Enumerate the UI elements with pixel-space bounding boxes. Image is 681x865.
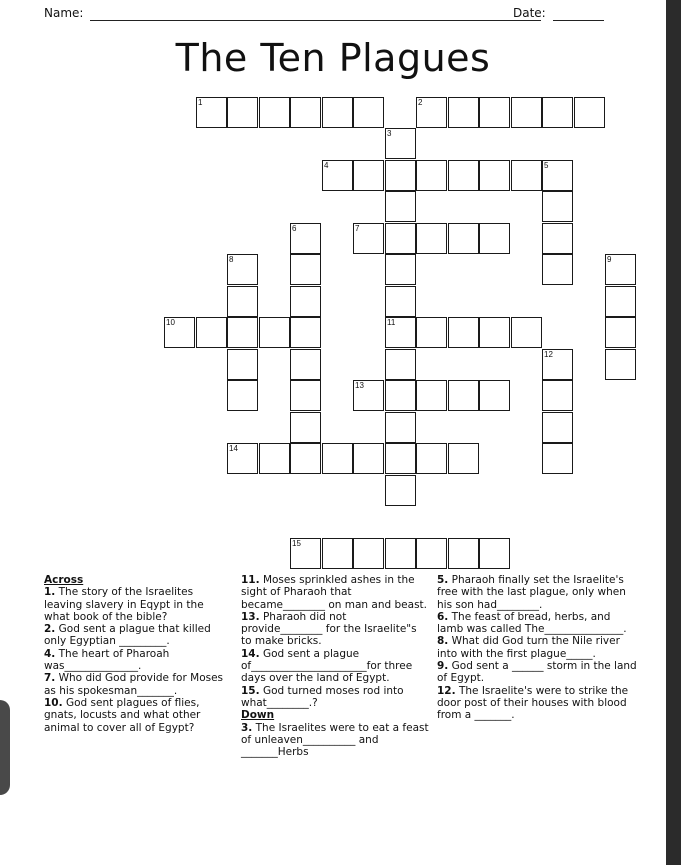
- clue-number: 10: [166, 318, 175, 327]
- clue-text: The Israelite's were to strike the door post of their houses with blood from a _______.: [437, 684, 629, 722]
- crossword-cell[interactable]: [479, 223, 510, 254]
- clue-number: 12: [544, 350, 553, 359]
- crossword-cell[interactable]: [479, 538, 510, 569]
- crossword-cell[interactable]: [227, 254, 258, 285]
- crossword-cell[interactable]: [542, 380, 573, 411]
- crossword-cell[interactable]: [385, 191, 416, 222]
- crossword-cell[interactable]: [479, 97, 510, 128]
- crossword-cell[interactable]: [448, 380, 479, 411]
- clue-text: The Israelites were to eat a feast of unleaven__________ and _______Herbs: [241, 721, 429, 759]
- clue-number: 13.: [241, 610, 260, 623]
- crossword-cell[interactable]: [259, 317, 290, 348]
- clue-item: [44, 697, 230, 734]
- clue-item: [437, 635, 637, 660]
- crossword-cell[interactable]: [353, 223, 384, 254]
- crossword-cell[interactable]: [290, 97, 321, 128]
- clue-item: [241, 574, 430, 611]
- crossword-cell[interactable]: [416, 443, 447, 474]
- clue-number: 15: [292, 539, 301, 548]
- crossword-cell[interactable]: [448, 223, 479, 254]
- clue-number: 3: [387, 129, 392, 138]
- clue-number: 4: [324, 161, 329, 170]
- crossword-cell[interactable]: [416, 317, 447, 348]
- crossword-cell[interactable]: [290, 286, 321, 317]
- crossword-cell[interactable]: [479, 160, 510, 191]
- down-clues-list: [241, 722, 430, 759]
- clue-text: Pharaoh finally set the Israelite's free with the last plague, only when his son had________.: [437, 574, 626, 611]
- crossword-cell[interactable]: [385, 317, 416, 348]
- clue-text: God sent a ______ storm in the land of Egypt.: [437, 660, 637, 685]
- crossword-cell[interactable]: [385, 223, 416, 254]
- crossword-cell[interactable]: [416, 223, 447, 254]
- down-clues-list-continued: [437, 574, 637, 722]
- clue-number: 7: [355, 224, 360, 233]
- crossword-cell[interactable]: [542, 443, 573, 474]
- clue-number: 12.: [437, 684, 456, 697]
- clue-number: 9.: [437, 660, 449, 673]
- clue-text: Who did God provide for Moses as his spokesman_______.: [44, 672, 224, 697]
- crossword-cell[interactable]: [385, 160, 416, 191]
- clue-item: [437, 660, 637, 685]
- clue-text: The heart of Pharoah was______________.: [44, 647, 170, 673]
- crossword-cell[interactable]: [385, 412, 416, 443]
- crossword-cell[interactable]: [542, 191, 573, 222]
- clue-number: 10.: [44, 696, 63, 709]
- clue-item: [437, 611, 637, 636]
- clue-text: God turned moses rod into what________.?: [241, 684, 404, 709]
- clue-number: 11: [387, 318, 396, 327]
- clue-item: [44, 648, 230, 673]
- crossword-cell[interactable]: [353, 443, 384, 474]
- crossword-cell[interactable]: [511, 317, 542, 348]
- clue-text: Pharaoh did not provide________ for the Israelite"s to make bricks.: [241, 610, 417, 648]
- crossword-cell[interactable]: [385, 254, 416, 285]
- crossword-cell[interactable]: [542, 223, 573, 254]
- crossword-cell[interactable]: [511, 160, 542, 191]
- crossword-cell[interactable]: [322, 538, 353, 569]
- clue-text: God sent a plague of______________________for three days over the land of Egypt.: [241, 647, 413, 685]
- clue-number: 6: [292, 224, 297, 233]
- worksheet-title: The Ten Plagues: [175, 36, 491, 80]
- crossword-cell[interactable]: [259, 97, 290, 128]
- clue-text: What did God turn the Nile river into with the first plague_____.: [437, 635, 620, 660]
- crossword-cell[interactable]: [448, 97, 479, 128]
- clue-item: [44, 672, 230, 697]
- crossword-cell[interactable]: [511, 97, 542, 128]
- clue-item: [437, 574, 637, 611]
- crossword-cell[interactable]: [385, 286, 416, 317]
- clue-text: God sent a plague that killed only Egyptian _________.: [44, 623, 211, 648]
- crossword-cell[interactable]: [259, 443, 290, 474]
- clue-column-1: [44, 574, 230, 734]
- crossword-cell[interactable]: [385, 443, 416, 474]
- clue-number: 11.: [241, 574, 260, 586]
- date-label: Date:: [513, 6, 546, 20]
- clue-text: Moses sprinkled ashes in the sight of Pharaoh that became________ on man and beast.: [241, 574, 428, 611]
- crossword-cell[interactable]: [353, 97, 384, 128]
- crossword-cell[interactable]: [290, 443, 321, 474]
- crossword-cell[interactable]: [385, 475, 416, 506]
- crossword-cell[interactable]: [353, 160, 384, 191]
- crossword-cell[interactable]: [605, 254, 636, 285]
- crossword-cell[interactable]: [605, 286, 636, 317]
- crossword-cell[interactable]: [227, 286, 258, 317]
- clue-number: 6.: [437, 610, 449, 623]
- crossword-cell[interactable]: [416, 97, 447, 128]
- crossword-cell[interactable]: [164, 317, 195, 348]
- clue-number: 8.: [437, 635, 449, 648]
- crossword-cell[interactable]: [542, 97, 573, 128]
- crossword-cell[interactable]: [416, 160, 447, 191]
- down-heading: Down: [241, 709, 275, 722]
- crossword-cell[interactable]: [385, 380, 416, 411]
- clue-number: 1: [198, 98, 203, 107]
- crossword-cell[interactable]: [385, 538, 416, 569]
- crossword-cell[interactable]: [196, 317, 227, 348]
- crossword-cell[interactable]: [479, 317, 510, 348]
- clue-number: 14.: [241, 647, 260, 660]
- clue-text: God sent plagues of flies, gnats, locusts and what other animal to cover all of Egypt?: [44, 696, 201, 734]
- crossword-cell[interactable]: [290, 349, 321, 380]
- clue-item: [241, 648, 430, 685]
- crossword-cell[interactable]: [448, 317, 479, 348]
- crossword-cell[interactable]: [574, 97, 605, 128]
- crossword-cell[interactable]: [196, 97, 227, 128]
- crossword-cell[interactable]: [542, 412, 573, 443]
- crossword-cell[interactable]: [479, 380, 510, 411]
- crossword-cell[interactable]: [227, 380, 258, 411]
- clue-number: 9: [607, 255, 612, 264]
- clue-number: 13: [355, 381, 364, 390]
- clue-item: [437, 685, 637, 722]
- clue-number: 14: [229, 444, 238, 453]
- crossword-cell[interactable]: [542, 349, 573, 380]
- crossword-cell[interactable]: [542, 160, 573, 191]
- clue-number: 4.: [44, 647, 56, 660]
- crossword-cell[interactable]: [227, 317, 258, 348]
- across-clues-list: [44, 586, 230, 734]
- crossword-cell[interactable]: [385, 349, 416, 380]
- crossword-cell[interactable]: [290, 538, 321, 569]
- clue-column-2: [241, 574, 430, 758]
- crossword-cell[interactable]: [290, 254, 321, 285]
- crossword-cell[interactable]: [322, 97, 353, 128]
- crossword-cell[interactable]: [605, 317, 636, 348]
- clue-column-3: [437, 574, 637, 722]
- clue-number: 3.: [241, 721, 253, 734]
- clue-item: [241, 685, 430, 710]
- clue-number: 5: [544, 161, 549, 170]
- clue-number: 2: [418, 98, 423, 107]
- crossword-cell[interactable]: [448, 538, 479, 569]
- crossword-cell[interactable]: [290, 412, 321, 443]
- clue-item: [44, 586, 230, 623]
- crossword-cell[interactable]: [290, 223, 321, 254]
- crossword-cell[interactable]: [416, 538, 447, 569]
- clue-number: 7.: [44, 672, 56, 685]
- crossword-cell[interactable]: [353, 538, 384, 569]
- crossword-cell[interactable]: [290, 380, 321, 411]
- across-clues-list-continued: [241, 574, 430, 709]
- clue-number: 8: [229, 255, 234, 264]
- crossword-cell[interactable]: [227, 97, 258, 128]
- across-heading: Across: [44, 574, 84, 586]
- name-label: Name:: [44, 6, 84, 20]
- clue-number: 15.: [241, 684, 260, 697]
- crossword-cell[interactable]: [448, 160, 479, 191]
- crossword-cell[interactable]: [448, 443, 479, 474]
- crossword-cell[interactable]: [542, 254, 573, 285]
- clue-text: The feast of bread, herbs, and lamb was called The_______________.: [437, 610, 627, 636]
- clue-item: [44, 623, 230, 648]
- crossword-cell[interactable]: [290, 317, 321, 348]
- clue-number: 1.: [44, 586, 56, 599]
- clue-text: The story of the Israelites leaving slavery in Eqypt in the what book of the bible?: [44, 586, 204, 623]
- clue-item: [241, 722, 430, 759]
- crossword-cell[interactable]: [322, 443, 353, 474]
- crossword-cell[interactable]: [416, 380, 447, 411]
- crossword-cell[interactable]: [322, 160, 353, 191]
- crossword-cell[interactable]: [353, 380, 384, 411]
- clue-number: 2.: [44, 623, 56, 636]
- crossword-cell[interactable]: [227, 443, 258, 474]
- clue-item: [241, 611, 430, 648]
- crossword-cell[interactable]: [227, 349, 258, 380]
- scan-edge-shadow: [0, 700, 10, 795]
- clue-number: 5.: [437, 574, 449, 586]
- crossword-cell[interactable]: [605, 349, 636, 380]
- crossword-cell[interactable]: [385, 128, 416, 159]
